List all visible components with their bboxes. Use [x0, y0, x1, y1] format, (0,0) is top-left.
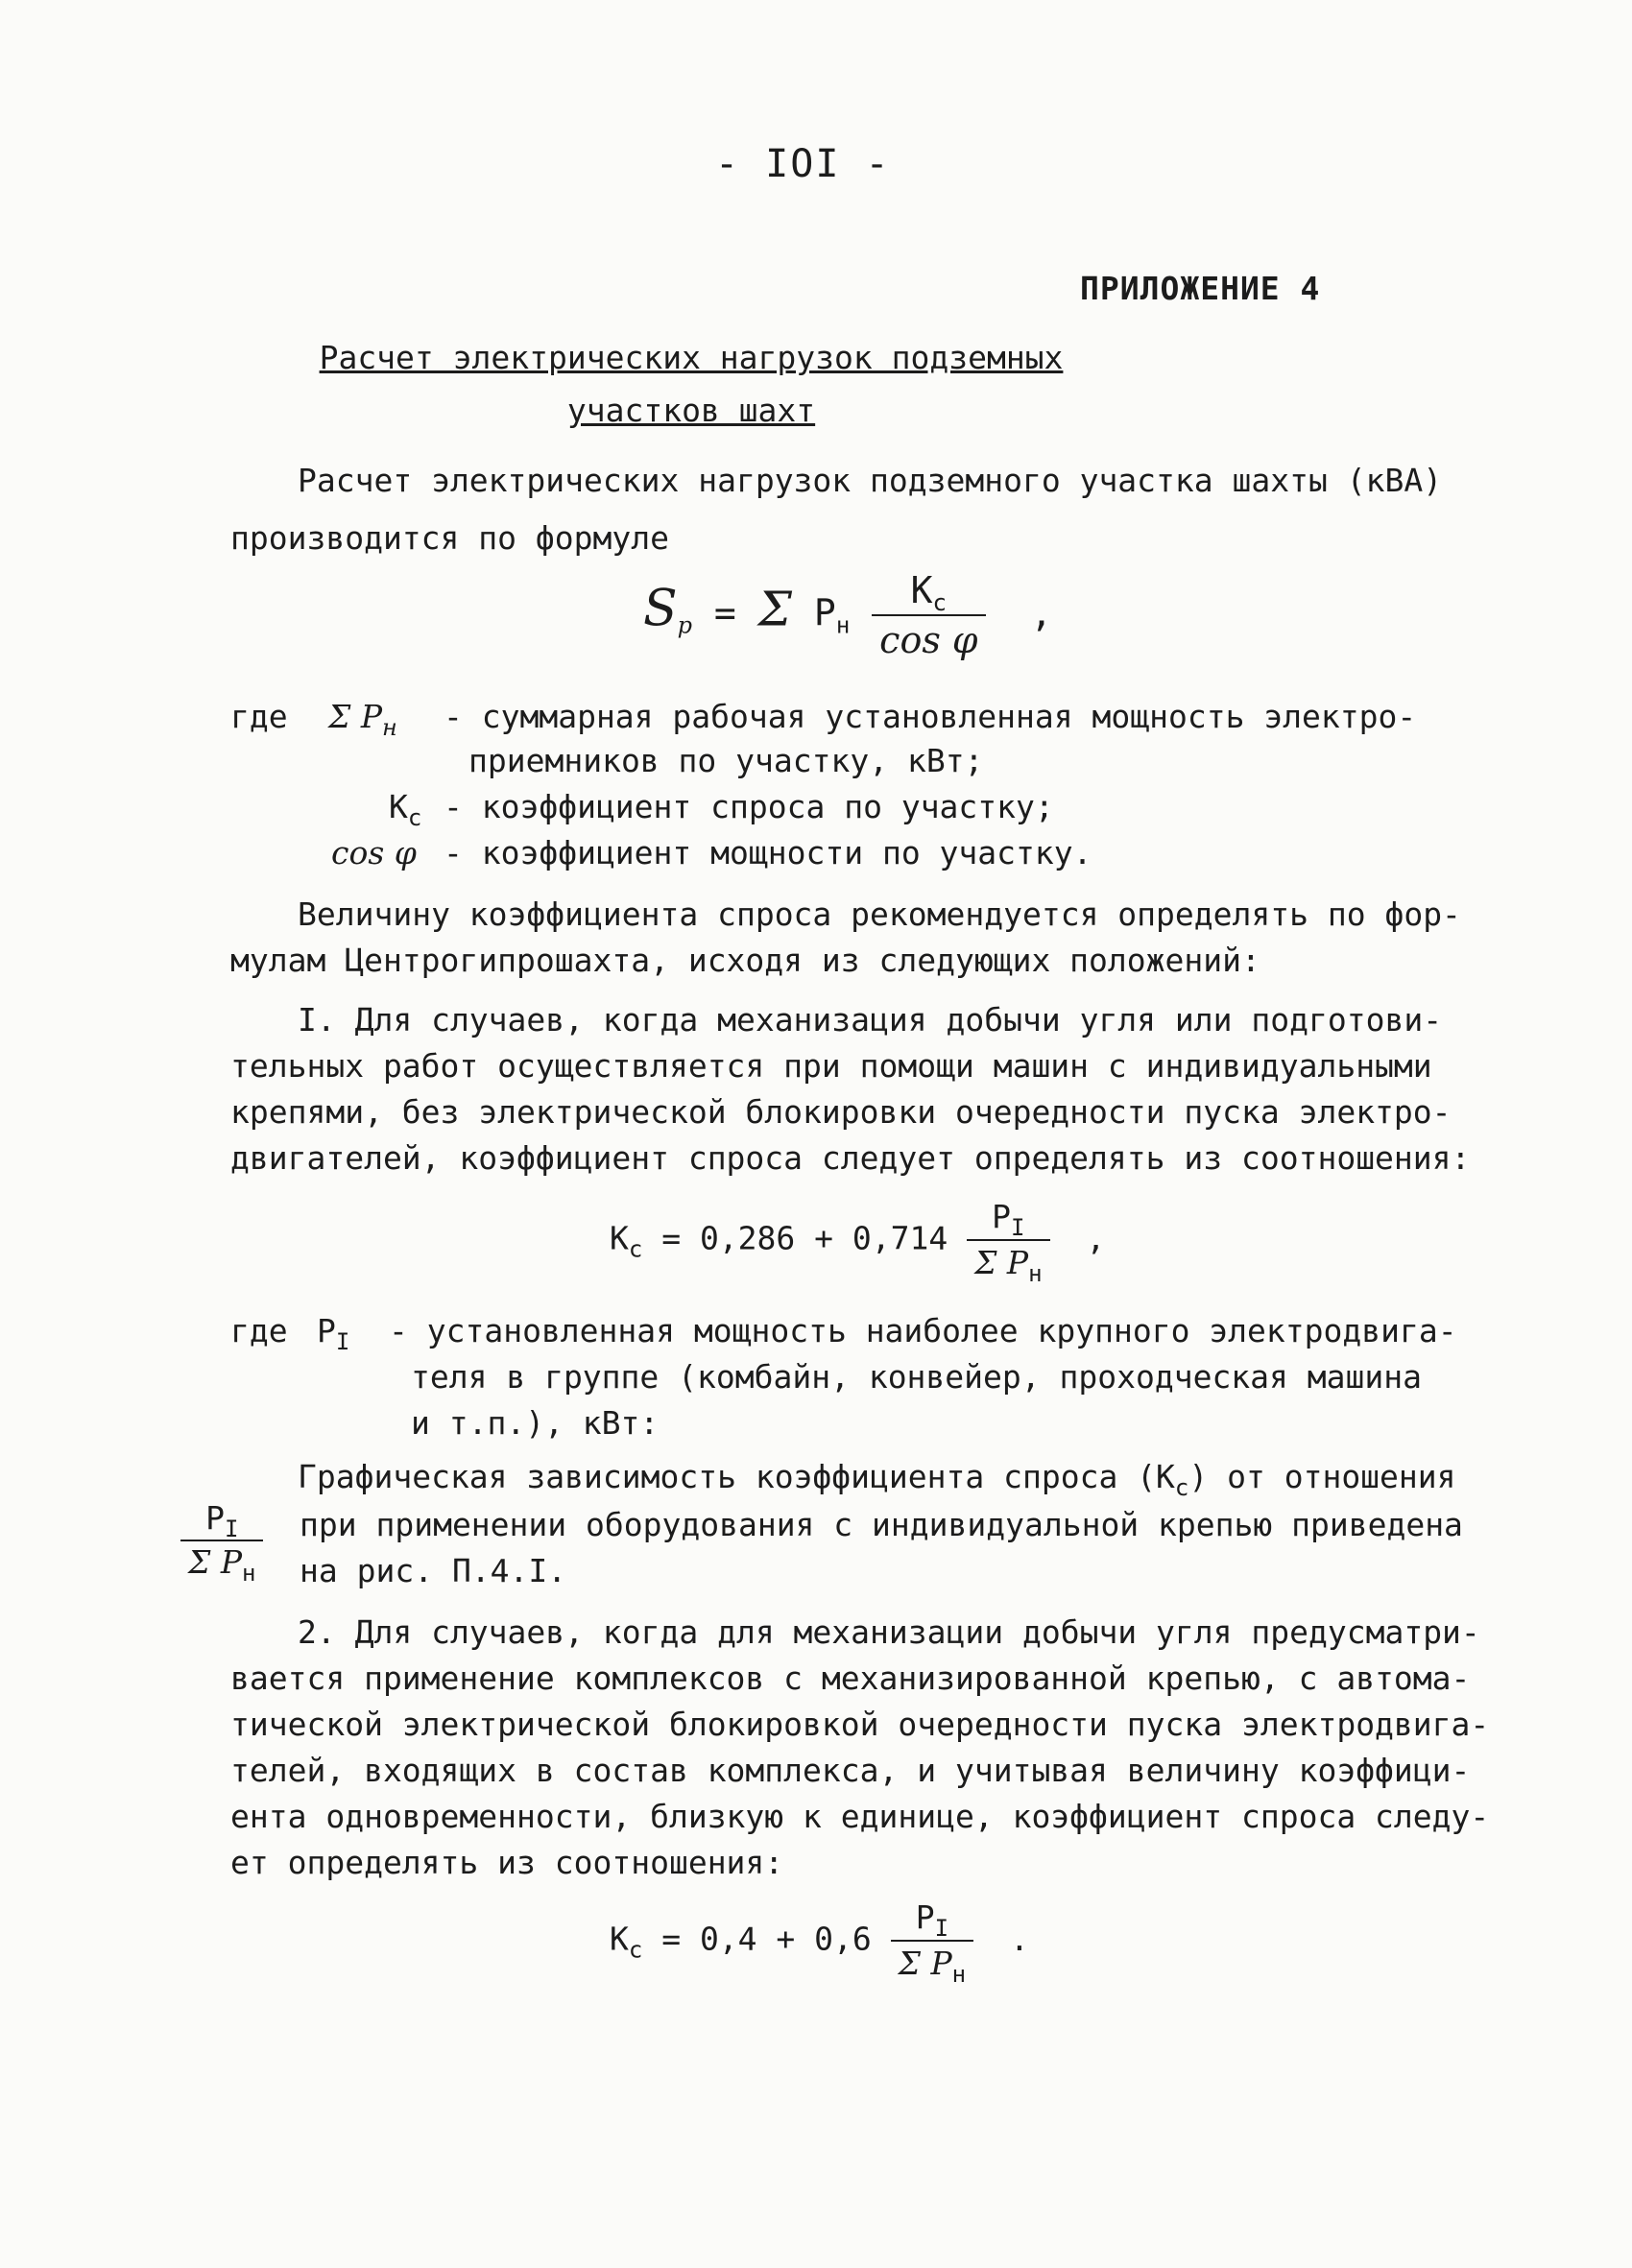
formula1-num: К — [910, 569, 933, 611]
def-kc-symbol: $К_с$ — [389, 788, 422, 831]
formula1-p: P — [813, 591, 836, 634]
formula1-lhs-sub: р — [677, 611, 692, 639]
graph-ratio: $\frac{P_I}{\Sigma P_н}$ — [180, 1497, 263, 1584]
formula1-eq: = — [713, 591, 736, 634]
def-sigma-text-cont: приемников по участку, кВт; — [468, 742, 984, 779]
item1-line-4: двигателей, коэффициент спроса следует определять из соотношения: — [230, 1139, 1471, 1177]
formula-demand-coef-2: $К_с = 0,4 + 0,6$ $\frac{P_I}{\Sigma P_н}$ . — [610, 1898, 1029, 1988]
def-where: где — [230, 698, 288, 735]
item1-line-1: I. Для случаев, когда механизация добычи угля или подготови- — [298, 1001, 1443, 1039]
item1-line-2: тельных работ осуществляется при помощи машин с индивидуальными — [230, 1047, 1432, 1085]
item2-line-3: тической электрической блокировкой очередности пуска электродвига- — [230, 1706, 1490, 1743]
graph-line-3: на рис. П.4.I. — [300, 1552, 567, 1589]
def2-symbol: $P_I$ — [317, 1312, 350, 1355]
formula1-num-sub: с — [932, 589, 947, 616]
def-sigma-symbol: Σ $P_н$ — [328, 698, 397, 741]
formula1-p-sub: н — [835, 611, 851, 639]
graph-line-2: при применении оборудования с индивидуальной крепью приведена — [300, 1506, 1463, 1543]
section-title-line2: участков шахт — [566, 392, 816, 429]
item1-line-3: крепями, без электрической блокировки очередности пуска электро- — [230, 1093, 1452, 1131]
section-title-line1: Расчет электрических нагрузок подземных — [319, 339, 1064, 376]
def-cos-symbol: cos φ — [331, 834, 417, 871]
def2-where: где — [230, 1312, 288, 1349]
para2-line-2: мулам Центрогипрошахта, исходя из следующих положений: — [230, 942, 1260, 979]
appendix-label: ПРИЛОЖЕНИЕ 4 — [1080, 270, 1321, 307]
graph-line-1: Графическая зависимость коэффициента спроса $(К_с)$ от отношения — [298, 1458, 1456, 1501]
def-kc-text: - коэффициент спроса по участку; — [444, 788, 1054, 825]
item2-line-5: ента одновременности, близкую к единице, коэффициент спроса следу- — [230, 1798, 1490, 1835]
page-number: - IOI - — [715, 142, 891, 186]
def2-text-3: и т.п.), кВт: — [411, 1404, 660, 1442]
def2-text-2: теля в группе (комбайн, конвейер, проходческая машина — [411, 1358, 1422, 1396]
item2-line-1: 2. Для случаев, когда для механизации добычи угля предусматри- — [298, 1613, 1480, 1651]
intro-line-1: Расчет электрических нагрузок подземного участка шахты (кВА) — [298, 462, 1443, 499]
formula-demand-coef-1: $К_с = 0,286 + 0,714$ $\frac{P_I}{\Sigma P_н}$ , — [610, 1198, 1106, 1287]
formula-apparent-power — [643, 566, 1052, 664]
para2-line-1: Величину коэффициента спроса рекомендуется определять по фор- — [298, 895, 1461, 933]
formula1-fraction — [872, 566, 985, 664]
def2-text-1: - установленная мощность наиболее крупного электродвига- — [389, 1312, 1457, 1349]
formula1-sigma: Σ — [757, 581, 793, 637]
def-cos-text: - коэффициент мощности по участку. — [444, 834, 1092, 871]
item2-line-4: телей, входящих в состав комплекса, и учитывая величину коэффици- — [230, 1752, 1471, 1789]
item2-line-2: вается применение комплексов с механизированной крепью, с автома- — [230, 1659, 1471, 1697]
formula1-den: cos φ — [872, 614, 985, 664]
intro-line-2: производится по формуле — [230, 519, 669, 557]
formula1-tail: , — [1030, 591, 1053, 634]
item2-line-6: ет определять из соотношения: — [230, 1844, 784, 1881]
formula1-lhs: S — [643, 580, 678, 638]
def-sigma-text: - суммарная рабочая установленная мощность электро- — [444, 698, 1417, 735]
